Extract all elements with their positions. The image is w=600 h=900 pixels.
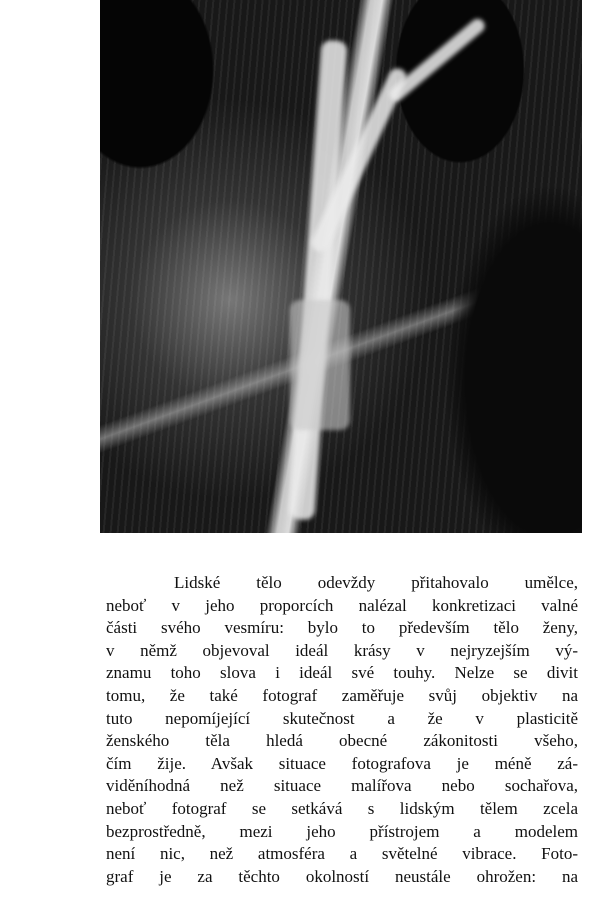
text-line: tuto nepomíjející skutečnost a že v plasticitě [106, 708, 578, 728]
text-line: graf je za těchto okolností neustále ohrožen: na [106, 866, 578, 886]
text-line: tomu, že také fotograf zaměřuje svůj objektiv na [106, 685, 578, 705]
text-line: neboť v jeho proporcích nalézal konkretizaci valné [106, 595, 578, 615]
text-line: ženského těla hledá obecné zákonitosti všeho, [106, 731, 578, 751]
photo-highlight [290, 300, 350, 430]
text-line: neboť fotograf se setkává s lidským tělem zcela [106, 798, 578, 818]
text-line: v němž objevoval ideál krásy v nejryzejším vý- [106, 640, 578, 660]
text-line: bezprostředně, mezi jeho přístrojem a modelem [106, 821, 578, 841]
text-line: Lidské tělo odevždy přitahovalo umělce, [174, 573, 578, 592]
body-paragraph [106, 572, 578, 888]
photograph [100, 0, 582, 533]
text-line: viděníhodná než situace malířova nebo sochařova, [106, 776, 578, 796]
text-line: části svého vesmíru: bylo to především tělo ženy, [106, 618, 578, 638]
text-line: není nic, než atmosféra a světelné vibrace. Foto- [106, 844, 578, 864]
text-line: čím žije. Avšak situace fotografova je méně zá- [106, 753, 578, 773]
text-line: znamu toho slova i ideál své touhy. Nelze se divit [106, 663, 578, 683]
